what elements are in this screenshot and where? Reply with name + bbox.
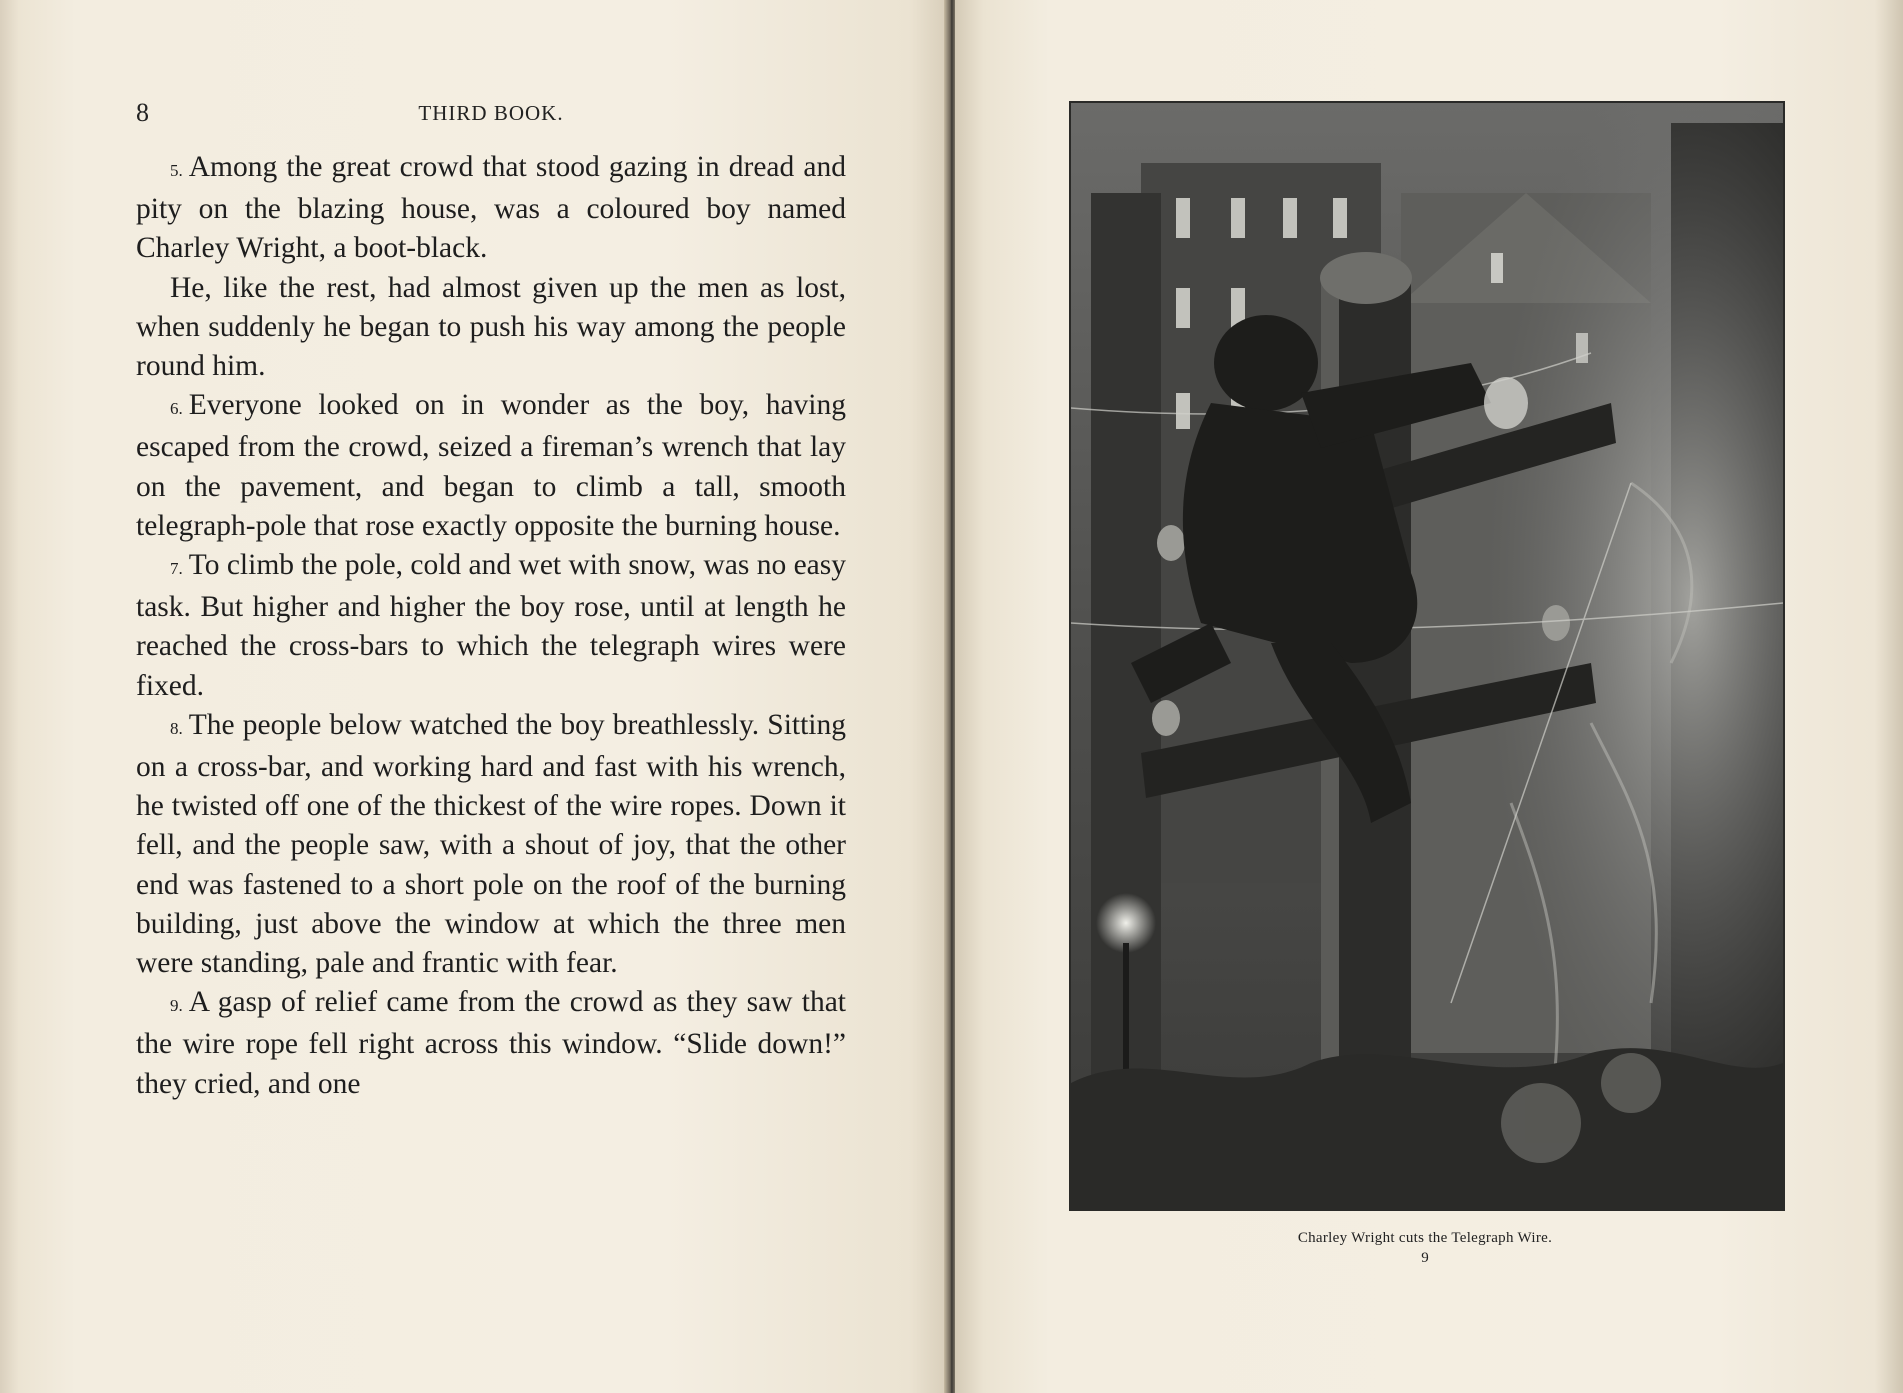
paragraph-text: He, like the rest, had almost given up the men as lost, when suddenly he began to push his way among the people round him. — [136, 271, 846, 383]
running-head: THIRD BOOK. — [418, 101, 564, 125]
paragraph-text: Everyone looked on in wonder as the boy, having escaped from the crowd, seized a fireman’s wrench that lay on the pavement, and began to climb a tall, smooth telegraph-pole that rose exactly opposite the burning house. — [136, 389, 846, 542]
paragraph — [136, 148, 846, 269]
left-page — [0, 0, 947, 1393]
paragraph — [136, 386, 846, 546]
paragraph-text: To climb the pole, cold and wet with snow, was no easy task. But higher and higher the boy rose, until at length he reached the cross-bars to which the telegraph wires were fixed. — [136, 549, 846, 702]
illustration-telegraph-pole — [1069, 101, 1785, 1211]
paragraph — [136, 983, 846, 1104]
paragraph-number: 5. — [170, 161, 183, 180]
paragraph — [136, 706, 846, 983]
paragraph-text: Among the great crowd that stood gazing in dread and pity on the blazing house, was a coloured boy named Charley Wright, a boot-black. — [136, 151, 846, 265]
paragraph — [136, 269, 846, 387]
paragraph-text: The people below watched the boy breathlessly. Sitting on a cross-bar, and working hard and fast with his wrench, he twisted off one of the thickest of the wire ropes. Down it fell, and the people saw, with a shout of joy, that the other end was fastened to a short pole on the roof of the burning building, just above the window at which the three men were standing, pale and frantic with fear. — [136, 708, 846, 980]
paragraph-number: 8. — [170, 718, 183, 738]
paragraph — [136, 546, 846, 706]
body-text — [136, 148, 846, 1104]
illustration-caption: Charley Wright cuts the Telegraph Wire. — [1297, 1230, 1553, 1246]
paragraph-text: A gasp of relief came from the crowd as they saw that the wire rope fell right across this window. “Slide down!” they cried, and one — [136, 986, 846, 1100]
paragraph-number: 9. — [170, 996, 183, 1016]
page-number-right: 9 — [1421, 1250, 1429, 1266]
paragraph-number: 7. — [170, 559, 183, 579]
page-number: 8 — [136, 98, 149, 127]
paragraph-number: 6. — [170, 399, 183, 419]
page-header — [136, 98, 846, 132]
